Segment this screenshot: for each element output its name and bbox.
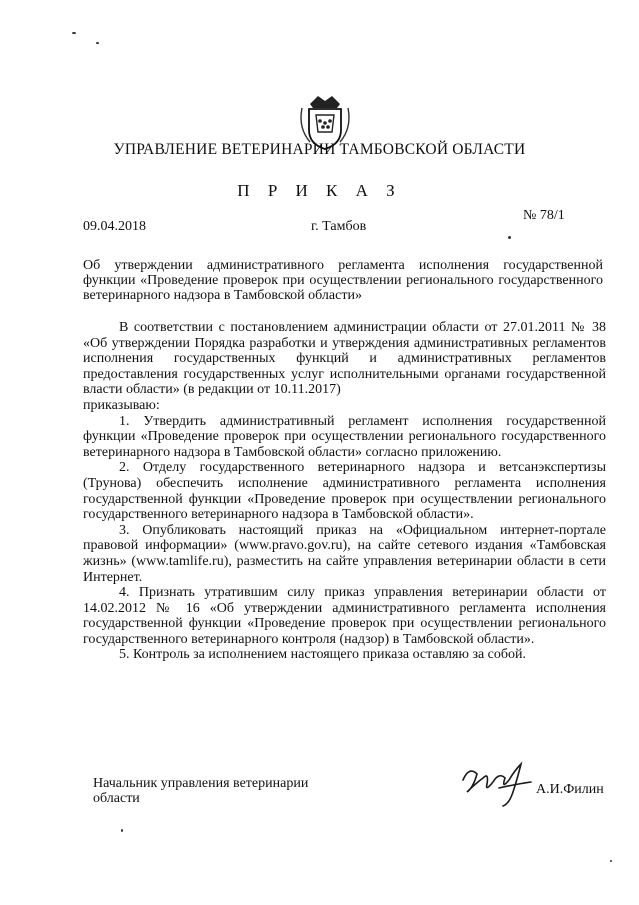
signer-position: Начальник управления ветеринарии области — [93, 776, 309, 806]
scan-speck — [96, 42, 99, 44]
signer-name: А.И.Филин — [536, 782, 604, 797]
document-date: 09.04.2018 — [83, 219, 146, 234]
organization-title: УПРАВЛЕНИЕ ВЕТЕРИНАРИИ ТАМБОВСКОЙ ОБЛАСТИ — [113, 141, 526, 158]
document-city: г. Тамбов — [311, 219, 367, 234]
scan-speck — [508, 236, 511, 239]
document-subject: Об утверждении административного регламента исполнения государственной функции «Проведение проверок при осуществлении регионального государственного ветеринарного надзора в Тамбовской области» — [83, 258, 603, 303]
scan-speck — [72, 32, 76, 34]
order-item-5: 5. Контроль за исполнением настоящего приказа оставляю за собой. — [119, 647, 527, 663]
document-body — [83, 320, 606, 663]
handwritten-signature — [459, 758, 537, 808]
scan-speck — [610, 860, 612, 862]
preamble-paragraph: В соответствии с постановлением администрации области от 27.01.2011 № 38 «Об утверждении Порядка разработки и утверждения административных регламентов исполнения государственных функций и административных регламентов предоставления государственных услуг исполнительными органами государственной власти области» (в редакции от 10.11.2017) — [83, 320, 606, 398]
order-item-2: 2. Отделу государственного ветеринарного надзора и ветсанэкспертизы (Трунова) обеспечить исполнение административного регламента исполнения государственной функции «Проведение проверок при осуществлении регионального государственного ветеринарного надзора в Тамбовской области». — [83, 460, 606, 523]
document-number: № 78/1 — [523, 208, 565, 223]
order-item-1: 1. Утвердить административный регламент исполнения государственной функции «Проведение проверок при осуществлении регионального государственного ветеринарного надзора в Тамбовской области» согласно приложению. — [83, 413, 606, 460]
orders-word: приказываю: — [83, 397, 160, 413]
order-item-3: 3. Опубликовать настоящий приказ на «Официальном интернет-портале правовой информации» (www.pravo.gov.ru), на сайте сетевого издания «Тамбовская жизнь» (www.tamlife.ru), разместить на сайте управления ветеринарии области в сети Интернет. — [83, 522, 606, 585]
scan-speck — [121, 829, 123, 832]
document-type-heading: П Р И К А З — [237, 181, 402, 200]
order-item-4: 4. Признать утратившим силу приказ управления ветеринарии области от 14.02.2012 № 16 «Об утверждении административного регламента исполнения государственной функции «Проведение проверок при осуществлении регионального государственного ветеринарного контроля (надзор) в Тамбовской области». — [83, 585, 606, 647]
